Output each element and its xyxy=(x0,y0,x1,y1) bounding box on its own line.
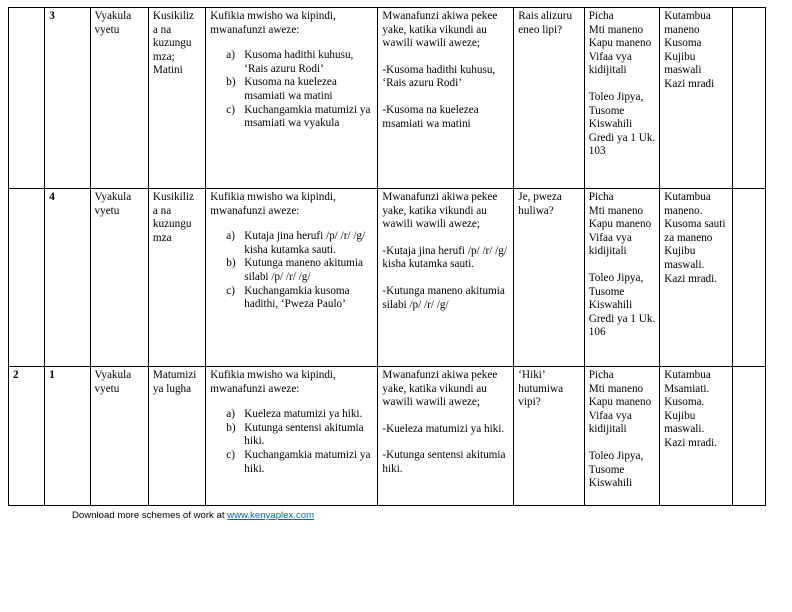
subtopic-cell xyxy=(148,367,205,506)
objective-text: Kusoma hadithi kuhusu, ‘Rais azuru Rodi’ xyxy=(244,49,354,75)
footer-link[interactable]: www.kenyaplex.com xyxy=(227,510,315,521)
activity-text: -Kueleza matumizi ya hiki. xyxy=(382,422,505,435)
remarks-cell xyxy=(732,8,765,189)
assessment-methods: Kutambua maneno Kusoma Kujibu maswali Kazi mradi xyxy=(664,10,715,90)
objective-item xyxy=(226,284,373,312)
key-inquiry-question: Je, pweza huliwa? xyxy=(518,191,562,217)
objective-item xyxy=(226,103,373,131)
objectives-list xyxy=(210,49,373,131)
table-row xyxy=(9,8,766,189)
assessment-methods: Kutambua Msamiati. Kusoma. Kujibu maswali. Kazi mradi. xyxy=(664,369,718,449)
topic: Vyakula vyetu xyxy=(94,369,132,395)
objectives-list xyxy=(210,408,373,476)
subtopic-cell xyxy=(148,8,205,189)
activities-cell xyxy=(378,189,514,367)
footer-text: Download more schemes of work at xyxy=(72,510,228,521)
subtopic-cell xyxy=(148,189,205,367)
remarks-cell xyxy=(732,367,765,506)
lesson-number: 1 xyxy=(49,369,55,381)
assessment-cell xyxy=(660,367,732,506)
activity-text: Mwanafunzi akiwa pekee yake, katika vikundi au wawili wawili aweze; xyxy=(382,369,498,409)
topic-cell xyxy=(90,189,148,367)
objective-marker: a) xyxy=(226,49,235,62)
assessment-cell xyxy=(660,189,732,367)
objectives-intro: Kufikia mwisho wa kipindi, mwanafunzi aweze: xyxy=(210,191,336,217)
objective-item xyxy=(226,421,373,449)
table-row xyxy=(9,367,766,506)
activity-text: Mwanafunzi akiwa pekee yake, katika vikundi au wawili wawili aweze; xyxy=(382,191,498,231)
learning-resources: Picha Mti maneno Kapu maneno Vifaa vya kidijitali xyxy=(588,10,652,77)
objective-text: Kusoma na kuelezea msamiati wa matini xyxy=(244,76,337,102)
objective-marker: b) xyxy=(226,421,236,434)
reference-book: Toleo Jipya, Tusome Kiswahili xyxy=(588,449,644,490)
week-cell xyxy=(9,189,45,367)
objective-marker: b) xyxy=(226,257,236,270)
question-cell xyxy=(514,189,584,367)
learning-resources: Picha Mti maneno Kapu maneno Vifaa vya kidijitali xyxy=(588,191,652,258)
topic-cell xyxy=(90,8,148,189)
topic: Vyakula vyetu xyxy=(94,191,132,217)
activities-cell xyxy=(378,8,514,189)
topic-cell xyxy=(90,367,148,506)
objective-text: Kuchangamkia matumizi ya hiki. xyxy=(244,448,371,475)
subtopic: Kusikiliz a na kuzungu mza; Matini xyxy=(152,10,194,77)
objective-text: Kutaja jina herufi /p/ /r/ /g/ kisha kutamka sauti. xyxy=(244,230,366,256)
objectives-cell xyxy=(206,367,378,506)
resources-cell xyxy=(584,189,659,367)
topic: Vyakula vyetu xyxy=(94,10,132,36)
scheme-of-work-table xyxy=(8,7,766,506)
objectives-list xyxy=(210,230,373,312)
objectives-cell xyxy=(206,8,378,189)
objective-text: Kuchangamkia matumizi ya msamiati wa vyakula xyxy=(244,103,371,130)
objective-item xyxy=(226,448,373,476)
subtopic: Matumizi ya lugha xyxy=(152,369,197,395)
objective-marker: b) xyxy=(226,76,236,89)
reference-book: Toleo Jipya, Tusome Kiswahili Gredi ya 1 Uk. 106 xyxy=(588,271,656,339)
lesson-cell xyxy=(45,367,90,506)
key-inquiry-question: Rais alizuru eneo lipi? xyxy=(518,10,573,36)
objective-text: Kuchangamkia kusoma hadithi, ‘Pweza Paulo’ xyxy=(244,284,350,311)
question-cell xyxy=(514,8,584,189)
key-inquiry-question: ‘Hiki’ hutumiwa vipi? xyxy=(518,369,564,409)
learning-resources: Picha Mti maneno Kapu maneno Vifaa vya kidijitali xyxy=(588,369,652,436)
footer xyxy=(72,510,314,521)
lesson-cell xyxy=(45,8,90,189)
lesson-number: 3 xyxy=(49,10,55,22)
week-cell xyxy=(9,8,45,189)
objective-marker: c) xyxy=(226,448,235,461)
assessment-methods: Kutambua maneno. Kusoma sauti za maneno Kujibu maswali. Kazi mradi. xyxy=(664,191,726,285)
objective-item xyxy=(226,230,373,257)
objective-marker: a) xyxy=(226,230,235,243)
resources-cell xyxy=(584,8,659,189)
activity-text: -Kusoma hadithi kuhusu, ‘Rais azuru Rodi’ xyxy=(382,63,496,90)
activity-text: -Kutunga maneno akitumia silabi /p/ /r/ /g/ xyxy=(382,284,505,311)
remarks-cell xyxy=(732,189,765,367)
objective-text: Kueleza matumizi ya hiki. xyxy=(244,408,363,421)
reference-book: Toleo Jipya, Tusome Kiswahili Gredi ya 1 Uk. 103 xyxy=(588,90,656,158)
assessment-cell xyxy=(660,8,732,189)
activity-text: -Kutaja jina herufi /p/ /r/ /g/ kisha kutamka sauti. xyxy=(382,244,507,271)
objectives-intro: Kufikia mwisho wa kipindi, mwanafunzi aweze: xyxy=(210,10,336,36)
objective-item xyxy=(226,76,373,103)
activities-cell xyxy=(378,367,514,506)
activity-text: -Kusoma na kuelezea msamiati wa matini xyxy=(382,103,479,130)
activity-text: -Kutunga sentensi akitumia hiki. xyxy=(382,449,506,475)
week-number: 2 xyxy=(13,369,19,381)
objective-item xyxy=(226,257,373,284)
objective-text: Kutunga sentensi akitumia hiki. xyxy=(244,421,364,448)
lesson-number: 4 xyxy=(49,191,55,203)
activity-text: Mwanafunzi akiwa pekee yake, katika vikundi au wawili wawili aweze; xyxy=(382,10,498,50)
table-row xyxy=(9,189,766,367)
objective-item xyxy=(226,408,373,422)
question-cell xyxy=(514,367,584,506)
lesson-cell xyxy=(45,189,90,367)
objective-text: Kutunga maneno akitumia silabi /p/ /r/ /g/ xyxy=(244,257,363,283)
subtopic: Kusikiliz a na kuzungu mza xyxy=(152,191,194,244)
objective-marker: a) xyxy=(226,408,235,421)
objective-marker: c) xyxy=(226,284,235,297)
week-cell xyxy=(9,367,45,506)
resources-cell xyxy=(584,367,659,506)
objective-item xyxy=(226,49,373,76)
objective-marker: c) xyxy=(226,103,235,116)
objectives-intro: Kufikia mwisho wa kipindi, mwanafunzi aweze: xyxy=(210,369,336,395)
objectives-cell xyxy=(206,189,378,367)
